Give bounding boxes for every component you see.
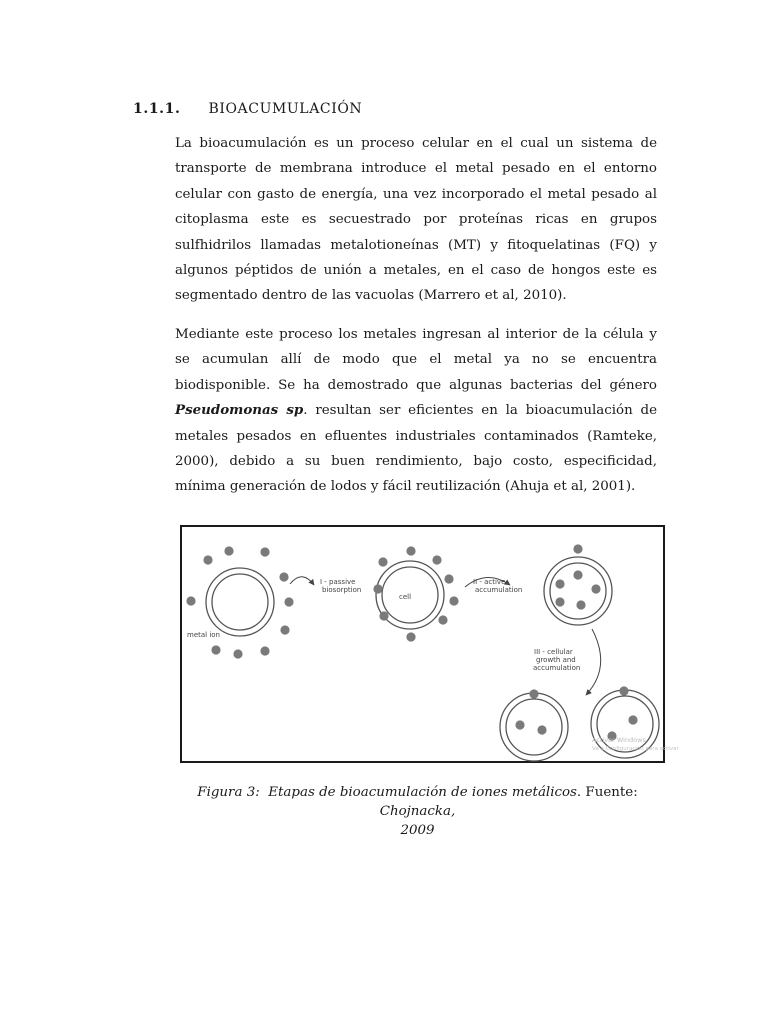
metal-ions-stage-2 bbox=[373, 546, 458, 641]
daughter-cell-left bbox=[500, 693, 568, 761]
metal-ion-dot bbox=[260, 547, 269, 556]
metal-ion-dot bbox=[233, 649, 242, 658]
cell-stage-1 bbox=[206, 568, 274, 636]
cell-outer-ring bbox=[500, 693, 568, 761]
metal-ions-stage-1 bbox=[186, 546, 293, 658]
cell-stage-3 bbox=[544, 557, 612, 625]
metal-ions-right-daughter bbox=[607, 686, 637, 740]
cell-outer-ring bbox=[544, 557, 612, 625]
metal-ion-dot bbox=[406, 632, 415, 641]
section-heading bbox=[133, 101, 362, 117]
metal-ion-dot bbox=[555, 597, 564, 606]
growth-arrow bbox=[586, 629, 601, 695]
metal-ion-dot bbox=[186, 596, 195, 605]
metal-ion-dot bbox=[628, 715, 637, 724]
passive-arrow bbox=[290, 577, 314, 585]
paragraph-2 bbox=[175, 322, 657, 500]
active-label-line1: II - active bbox=[473, 578, 506, 586]
metal-ion-dot bbox=[279, 572, 288, 581]
passive-label-line2: biosorption bbox=[322, 586, 362, 594]
section-title: BIOACUMULACIÓN bbox=[208, 101, 363, 117]
metal-ion-dot bbox=[619, 686, 628, 695]
metal-ion-dot bbox=[406, 546, 415, 555]
metal-ion-dot bbox=[260, 646, 269, 655]
metal-ion-dot bbox=[591, 584, 600, 593]
section-number: 1.1.1. bbox=[133, 101, 181, 117]
passive-label-line1: I - passive bbox=[320, 578, 356, 586]
metal-ion-dot bbox=[280, 625, 289, 634]
watermark-line1: Activar Windows bbox=[592, 736, 646, 744]
metal-ion-dot bbox=[555, 579, 564, 588]
metal-ion-dot bbox=[378, 557, 387, 566]
paragraph-2-text-a: Mediante este proceso los metales ingresan al interior de la célula y se acumulan allí de modo que el metal ya no se encuentra biodisponible. Se ha demostrado que algunas bacterias del género bbox=[175, 327, 657, 393]
watermark-line2: Ve a Configuración para activar bbox=[592, 746, 679, 752]
active-label-line2: accumulation bbox=[475, 586, 523, 594]
cell-inner-ring bbox=[212, 574, 268, 630]
growth-label-line3: accumulation bbox=[533, 664, 581, 672]
figure-caption bbox=[165, 783, 670, 840]
metal-ion-dot bbox=[515, 720, 524, 729]
paragraph-1: La bioacumulación es un proceso celular en el cual un sistema de transporte de membrana introduce el metal pesado en el entorno celular con gasto de energía, una vez incorporado el metal pesado al citoplasma este es secuestrado por proteínas ricas en grupos sulfhidrilos llamadas metalotioneínas (MT) y fitoquelatinas (FQ) y algunos péptidos de unión a metales, en el caso de hongos este es segmentado dentro de las vacuolas (Marrero et al, 2010). bbox=[175, 136, 657, 304]
cell-inner-ring bbox=[506, 699, 562, 755]
caption-source-prefix: . Fuente: bbox=[576, 785, 638, 800]
metal-ion-dot bbox=[203, 555, 212, 564]
metal-ion-dot bbox=[373, 584, 382, 593]
metal-ion-label: metal ion bbox=[187, 631, 220, 639]
caption-year: 2009 bbox=[400, 823, 435, 838]
metal-ion-dot bbox=[432, 555, 441, 564]
growth-label-line2: growth and bbox=[536, 656, 576, 664]
caption-label: Figura 3: bbox=[197, 785, 260, 800]
metal-ions-stage-3 bbox=[555, 544, 600, 609]
metal-ion-dot bbox=[438, 615, 447, 624]
paragraph-2-text-b: . resultan ser eficientes en la bioacumulación de metales pesados en efluentes industriales contaminados (Ramteke, 2000), debido a su buen rendimiento, bajo costo, especificidad, mínima generación de lodos y fácil reutilización (Ahuja et al, 2001). bbox=[175, 403, 657, 495]
metal-ion-dot bbox=[379, 611, 388, 620]
genus-name: Pseudomonas sp bbox=[175, 402, 304, 419]
caption-source: Chojnacka, bbox=[379, 804, 456, 819]
metal-ion-dot bbox=[284, 597, 293, 606]
metal-ion-dot bbox=[573, 570, 582, 579]
caption-title: Etapas de bioacumulación de iones metálicos bbox=[268, 785, 577, 800]
metal-ion-dot bbox=[211, 645, 220, 654]
cell-outer-ring bbox=[206, 568, 274, 636]
metal-ion-dot bbox=[224, 546, 233, 555]
bioaccumulation-figure bbox=[180, 525, 679, 763]
cell-label: cell bbox=[399, 593, 412, 601]
metal-ion-dot bbox=[529, 689, 538, 698]
bioaccumulation-diagram bbox=[182, 527, 679, 761]
metal-ion-dot bbox=[449, 596, 458, 605]
metal-ion-dot bbox=[573, 544, 582, 553]
metal-ion-dot bbox=[444, 574, 453, 583]
metal-ion-dot bbox=[576, 600, 585, 609]
metal-ion-dot bbox=[537, 725, 546, 734]
growth-label-line1: III - cellular bbox=[534, 648, 573, 656]
